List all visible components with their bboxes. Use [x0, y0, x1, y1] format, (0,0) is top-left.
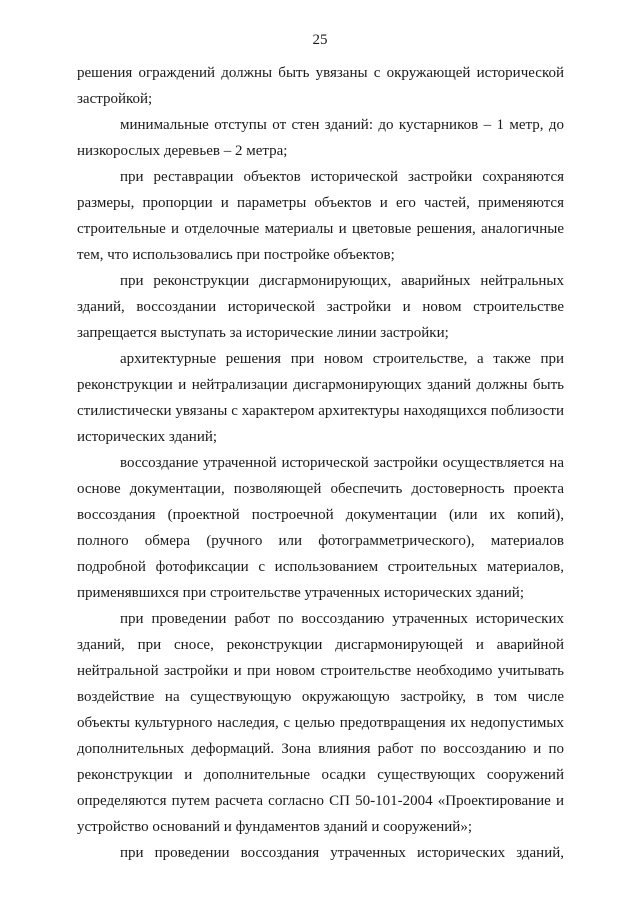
paragraph: воссоздание утраченной исторической застройки осуществляется на основе документации, позволяющей обеспечить достоверность проекта воссоздания (проектной построечной документации (или их копий), полного обмера (ручного или фотограмметрического), материалов подробной фотофиксации с использованием строительных материалов, применявшихся при строительстве утраченных исторических зданий;: [77, 455, 564, 601]
paragraph: при проведении работ по воссозданию утраченных исторических зданий, при сносе, реконструкции дисгармонирующей и аварийной нейтральной застройки и при новом строительстве необходимо учитывать воздействие на существующую окружающую застройку, в том числе объекты культурного наследия, с целью предотвращения их недопустимых дополнительных деформаций. Зона влияния работ по воссозданию и по реконструкции и дополнительные осадки существующих сооружений определяются путем расчета согласно СП 50-101-2004 «Проектирование и устройство оснований и фундаментов зданий и сооружений»;: [77, 611, 564, 835]
paragraph: решения ограждений должны быть увязаны с окружающей исторической застройкой;: [77, 65, 564, 107]
document-body: [77, 60, 564, 866]
page-number: 25: [312, 32, 328, 48]
paragraph: при реконструкции дисгармонирующих, аварийных нейтральных зданий, воссоздании исторической застройки и новом строительстве запрещается выступать за исторические линии застройки;: [77, 273, 564, 341]
paragraph: минимальные отступы от стен зданий: до кустарников – 1 метр, до низкорослых деревьев – 2 метра;: [77, 117, 564, 159]
paragraph: при проведении воссоздания утраченных исторических зданий,: [120, 845, 564, 861]
paragraph: архитектурные решения при новом строительстве, а также при реконструкции и нейтрализации дисгармонирующих зданий должны быть стилистически увязаны с характером архитектуры находящихся поблизости исторических зданий;: [77, 351, 564, 445]
paragraph: при реставрации объектов исторической застройки сохраняются размеры, пропорции и параметры объектов и его частей, применяются строительные и отделочные материалы и цветовые решения, аналогичные тем, что использовались при постройке объектов;: [77, 169, 564, 263]
